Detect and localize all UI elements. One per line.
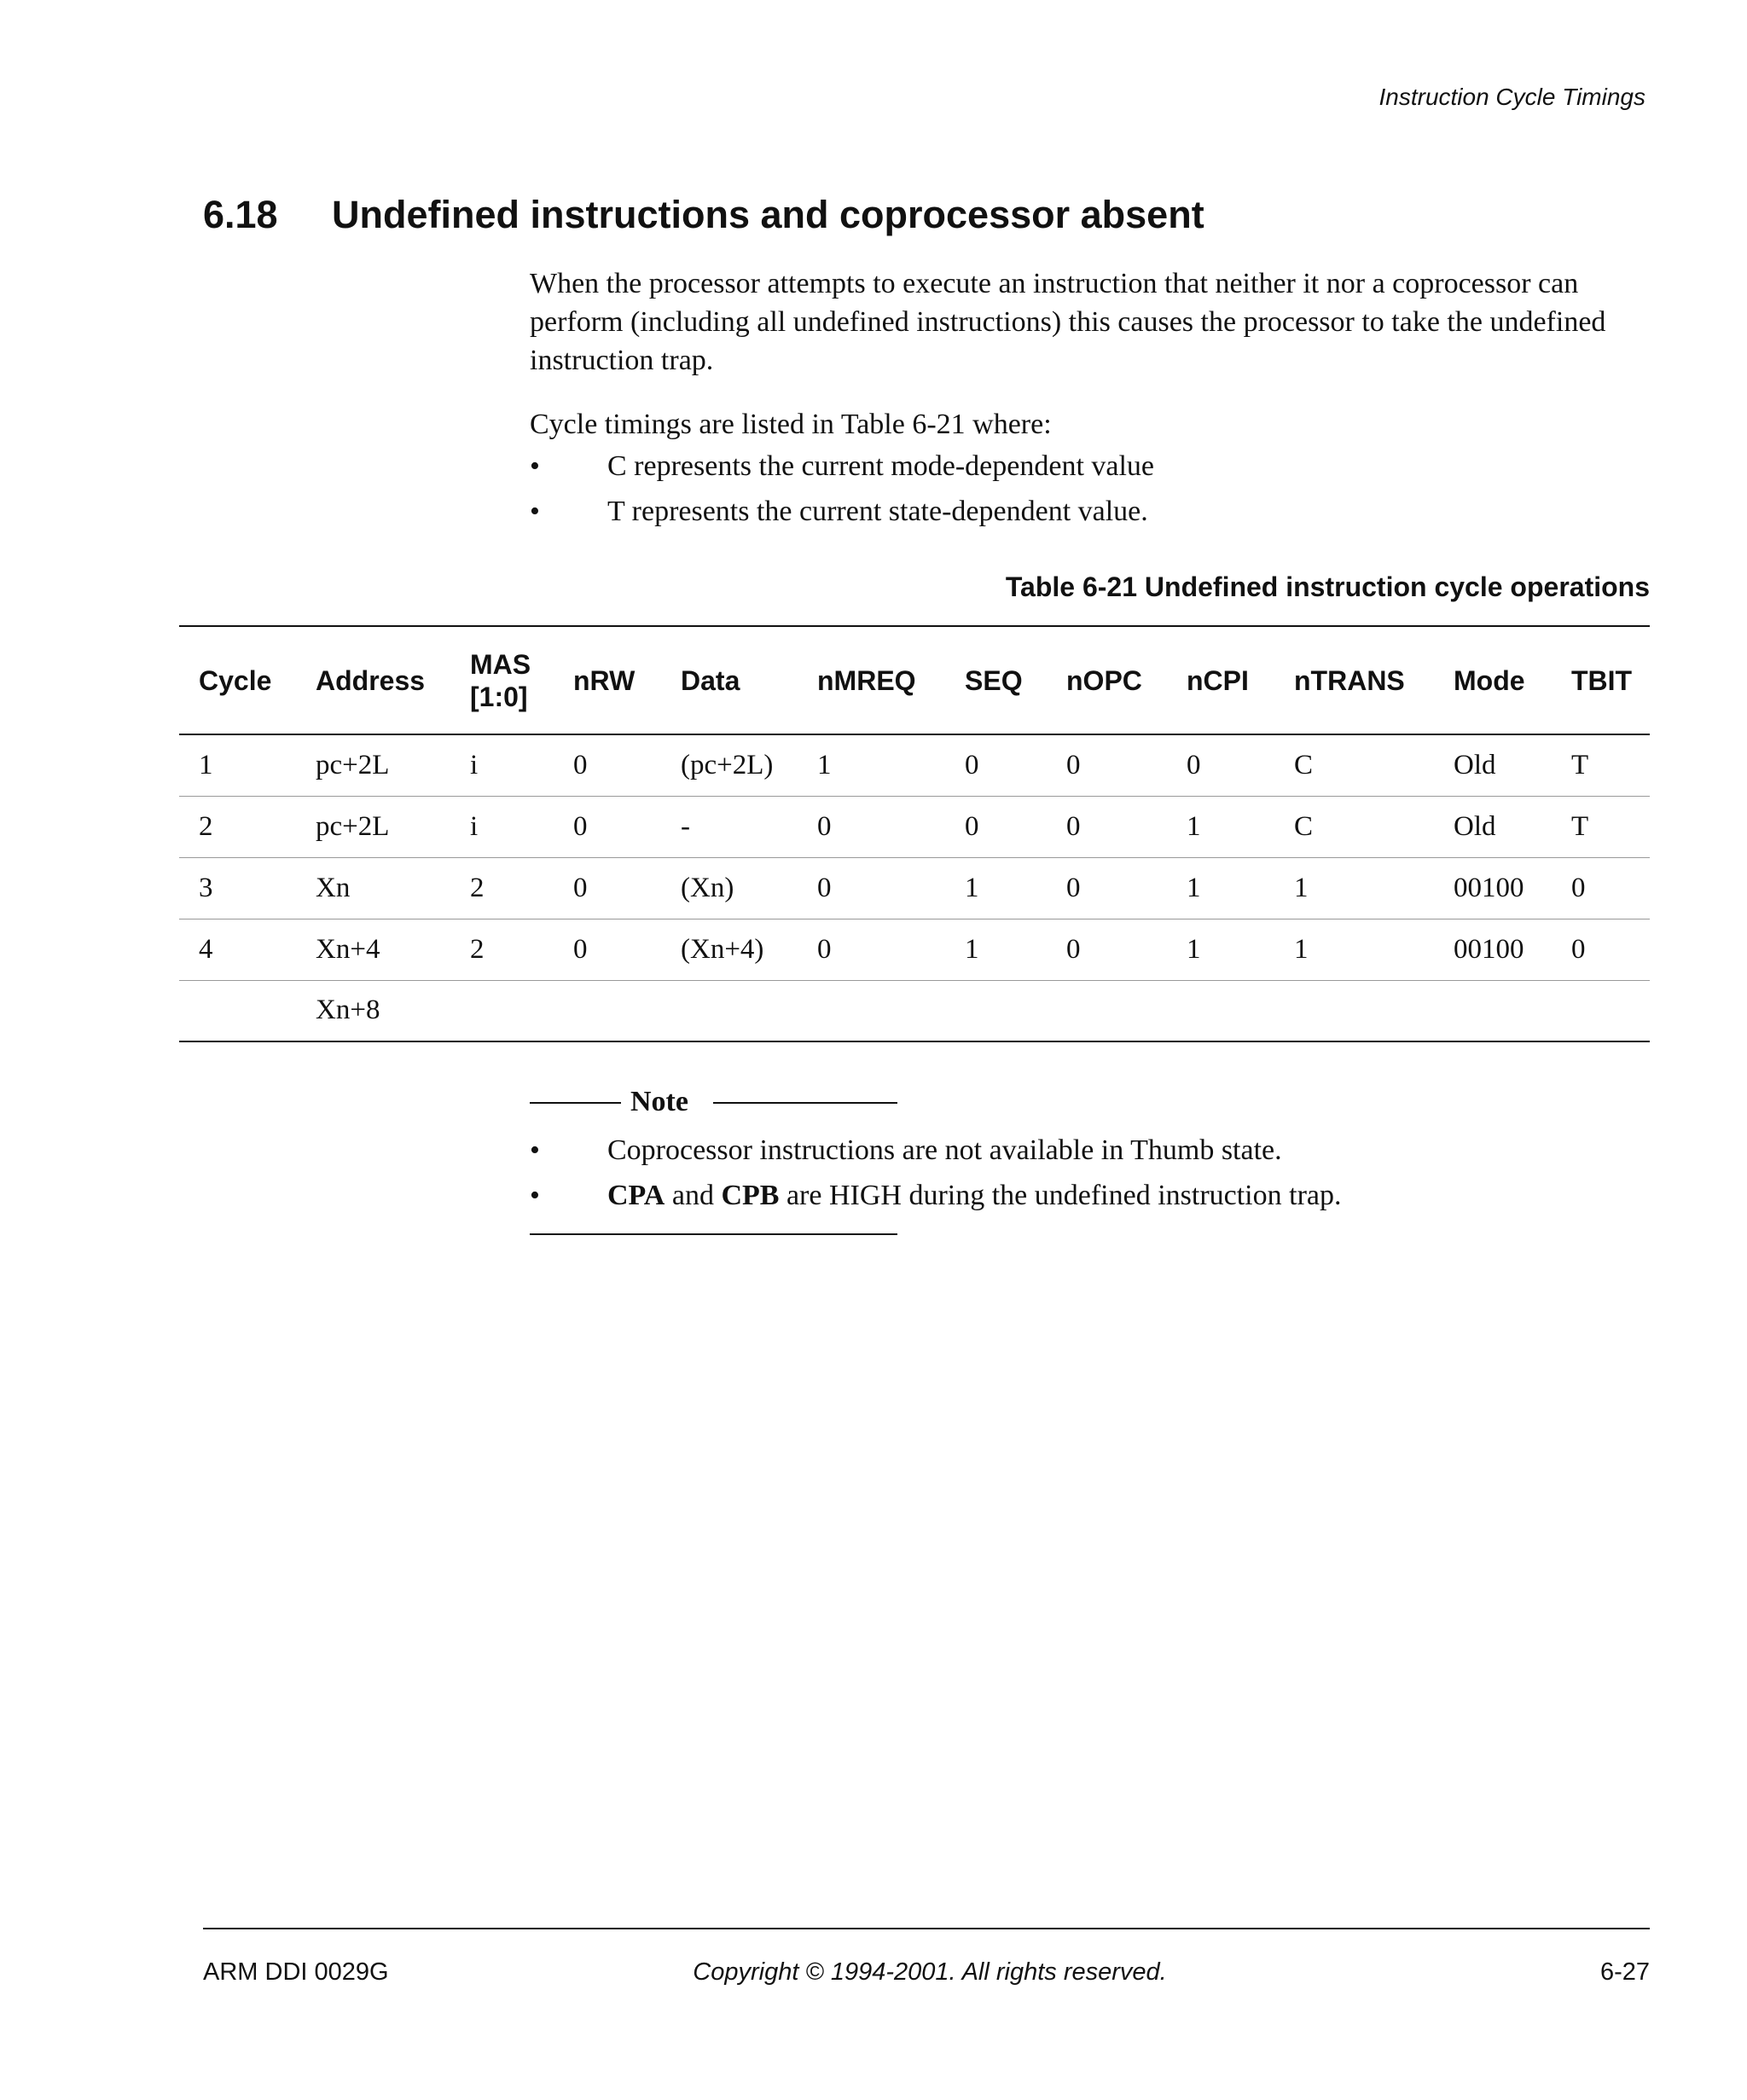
cell-seq: 0 (945, 734, 1047, 796)
running-header: Instruction Cycle Timings (1378, 84, 1645, 110)
table-row (179, 980, 1650, 1041)
table-header-row (179, 626, 1650, 734)
cell-address: Xn (296, 857, 450, 919)
footer-rule (203, 1928, 1650, 1929)
bullet-icon: • (530, 450, 540, 482)
cell-nmreq: 0 (798, 857, 945, 919)
cell-nrw: 0 (554, 857, 661, 919)
header-ncpi: nCPI (1167, 626, 1274, 734)
cell-ntrans: 1 (1274, 919, 1434, 980)
cell-ncpi (1167, 980, 1274, 1041)
footer-copyright: Copyright © 1994-2001. All rights reserved. (693, 1958, 1167, 1986)
cycle-operations-table (179, 625, 1650, 1042)
intro-paragraph: When the processor attempts to execute an instruction that neither it nor a coprocessor can perform (including all undefined instructions) this causes the processor to take the undefined instruction trap. (530, 268, 1606, 376)
cell-mas: i (450, 796, 554, 857)
note-label: Note (630, 1086, 688, 1117)
section-heading (203, 193, 1204, 237)
cell-cycle: 1 (179, 734, 296, 796)
definition-item (530, 444, 1647, 489)
cell-ncpi: 0 (1167, 734, 1274, 796)
cell-address: Xn+8 (296, 980, 450, 1041)
cell-seq: 1 (945, 857, 1047, 919)
table-row (179, 734, 1650, 796)
header-nopc: nOPC (1047, 626, 1167, 734)
note-rule-bottom (530, 1233, 897, 1235)
cell-mode: Old (1434, 734, 1552, 796)
note-list (530, 1128, 1647, 1218)
cell-data: (Xn) (661, 857, 798, 919)
cell-tbit: T (1552, 734, 1650, 796)
cell-cycle: 4 (179, 919, 296, 980)
note-item (530, 1128, 1647, 1173)
cell-mode: 00100 (1434, 919, 1552, 980)
bullet-icon: • (530, 1180, 540, 1211)
cell-address: pc+2L (296, 796, 450, 857)
cell-nmreq (798, 980, 945, 1041)
cell-cycle (179, 980, 296, 1041)
cell-data (661, 980, 798, 1041)
note-title (530, 1076, 1647, 1128)
cell-ntrans: 1 (1274, 857, 1434, 919)
cell-nopc: 0 (1047, 919, 1167, 980)
cell-ncpi: 1 (1167, 919, 1274, 980)
note-item (530, 1173, 1647, 1218)
cell-ntrans: C (1274, 734, 1434, 796)
cell-mode: Old (1434, 796, 1552, 857)
cell-mas: i (450, 734, 554, 796)
cell-address: pc+2L (296, 734, 450, 796)
cell-tbit: 0 (1552, 857, 1650, 919)
header-cycle: Cycle (179, 626, 296, 734)
cell-mas: 2 (450, 857, 554, 919)
cell-nmreq: 0 (798, 919, 945, 980)
cell-seq: 1 (945, 919, 1047, 980)
cell-nopc: 0 (1047, 796, 1167, 857)
header-ntrans: nTRANS (1274, 626, 1434, 734)
header-address: Address (296, 626, 450, 734)
cell-cycle: 2 (179, 796, 296, 857)
table-caption: Table 6-21 Undefined instruction cycle operations (1005, 571, 1650, 602)
cell-ntrans: C (1274, 796, 1434, 857)
footer-page-number: 6-27 (1599, 1958, 1650, 1986)
cell-data: (Xn+4) (661, 919, 798, 980)
cell-tbit (1552, 980, 1650, 1041)
cell-tbit: T (1552, 796, 1650, 857)
note-text: Coprocessor instructions are not available in Thumb state. (607, 1134, 1282, 1166)
cell-mode: 00100 (1434, 857, 1552, 919)
header-seq: SEQ (945, 626, 1047, 734)
header-nrw: nRW (554, 626, 661, 734)
cell-seq (945, 980, 1047, 1041)
definition-item (530, 489, 1647, 534)
bullet-icon: • (530, 496, 540, 527)
header-tbit: TBIT (1552, 626, 1650, 734)
cell-nrw: 0 (554, 919, 661, 980)
body-text (530, 264, 1647, 534)
cell-nmreq: 0 (798, 796, 945, 857)
cell-address: Xn+4 (296, 919, 450, 980)
cell-data: - (661, 796, 798, 857)
note-rule-left (530, 1102, 621, 1104)
cell-ntrans (1274, 980, 1434, 1041)
definition-list (530, 444, 1647, 534)
cell-ncpi: 1 (1167, 857, 1274, 919)
cell-nopc: 0 (1047, 734, 1167, 796)
cell-tbit: 0 (1552, 919, 1650, 980)
note-block (530, 1076, 1647, 1235)
cell-mas (450, 980, 554, 1041)
definition-text: T represents the current state-dependent value. (607, 496, 1148, 527)
cell-seq: 0 (945, 796, 1047, 857)
cell-mas: 2 (450, 919, 554, 980)
section-number: 6.18 (203, 193, 278, 236)
section-title: Undefined instructions and coprocessor absent (332, 193, 1204, 236)
cell-nmreq: 1 (798, 734, 945, 796)
note-rule-right (713, 1102, 897, 1104)
cell-nopc (1047, 980, 1167, 1041)
note-text: are HIGH during the undefined instruction trap. (779, 1180, 1342, 1211)
cell-mode (1434, 980, 1552, 1041)
header-nmreq: nMREQ (798, 626, 945, 734)
cell-data: (pc+2L) (661, 734, 798, 796)
cell-nrw: 0 (554, 734, 661, 796)
header-mas: MAS [1:0] (450, 626, 554, 734)
signal-cpb: CPB (721, 1180, 780, 1211)
footer-doc-id: ARM DDI 0029G (203, 1958, 389, 1986)
definition-text: C represents the current mode-dependent value (607, 450, 1155, 482)
cell-nrw: 0 (554, 796, 661, 857)
header-data: Data (661, 626, 798, 734)
timings-paragraph: Cycle timings are listed in Table 6-21 where: (530, 409, 1052, 440)
cell-nrw (554, 980, 661, 1041)
cell-nopc: 0 (1047, 857, 1167, 919)
cell-ncpi: 1 (1167, 796, 1274, 857)
table-row (179, 857, 1650, 919)
header-mode: Mode (1434, 626, 1552, 734)
bullet-icon: • (530, 1134, 540, 1166)
table-row (179, 919, 1650, 980)
table-row (179, 796, 1650, 857)
note-text: and (665, 1180, 722, 1211)
signal-cpa: CPA (607, 1180, 665, 1211)
cell-cycle: 3 (179, 857, 296, 919)
